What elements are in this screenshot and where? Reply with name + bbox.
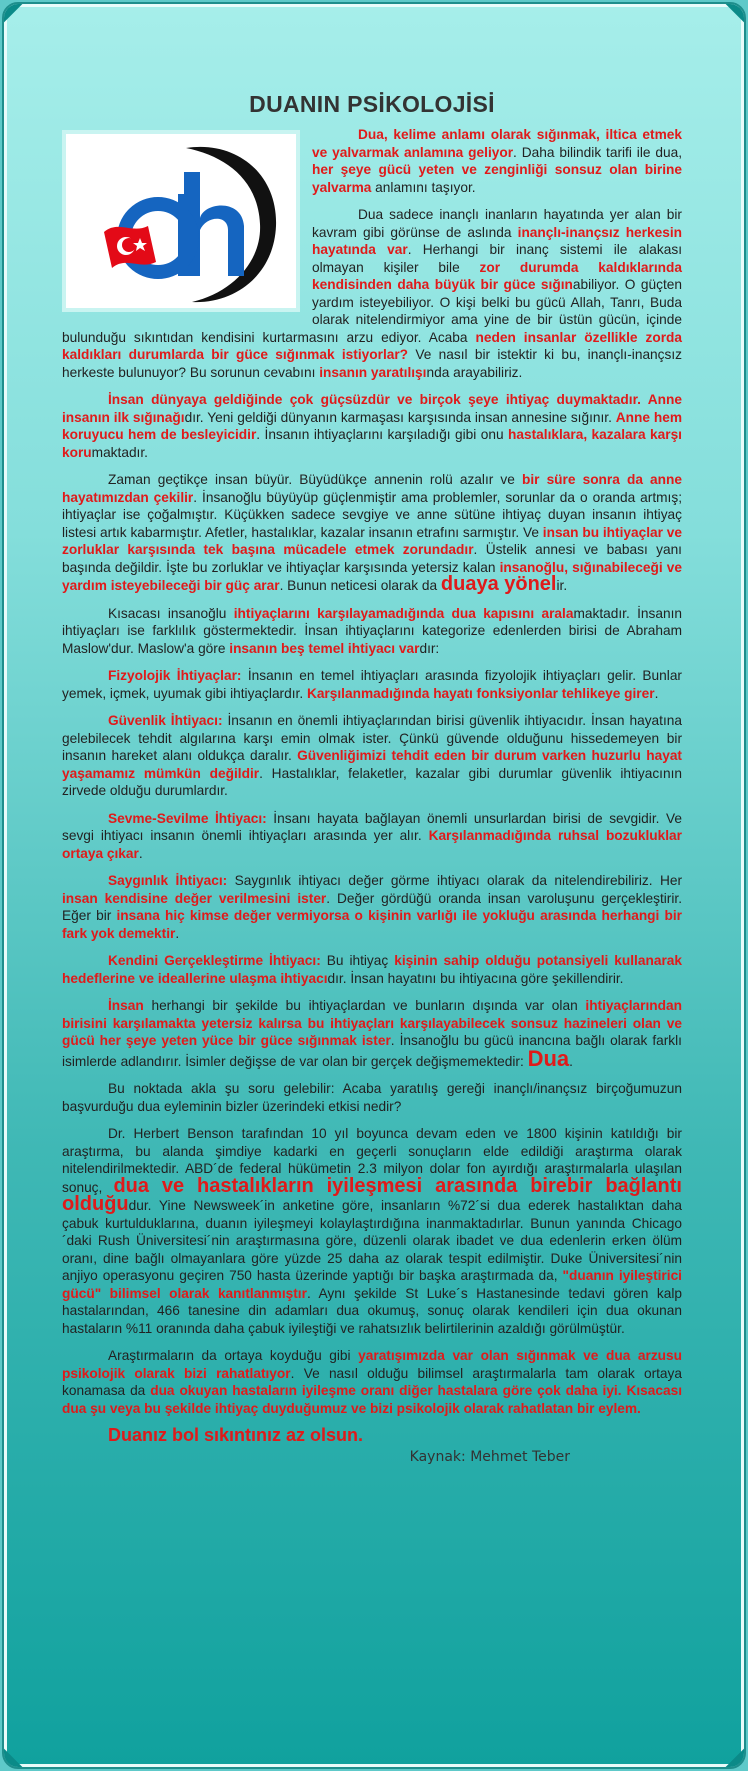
article-paragraph [62, 605, 682, 658]
body-text: . [569, 1053, 573, 1069]
body-text: . Bunun neticesi olarak da [279, 578, 441, 593]
body-text: dur. Yine Newsweek´in anketine göre, insanların %72´si dua ederek hastalıktan daha çabuk kurtulduklarına, duanın iyileşmeyi kolaylaştırdığına inanmaktadırlar. Bunun yanında Chicago´daki Rush Üniversitesi´nin araştırmasına göre, düzenli olarak ibadet ve dua edenlerin erken ölüm oranı, dine bağlı olmayanlara göre yüzde 25 daha az olarak tespit edilmiştir. Duke Üniversitesi´nin anjiyo operasyonu geçiren 750 hasta üzerinde yaptığı bir başka araştırmada da, [62, 1198, 682, 1283]
frame-corner [726, 1749, 746, 1769]
body-text: Dr. Herbert Benson tarafından 10 yıl boyunca devam eden ve 1800 kişinin katıldığı bir araştırma, bu alanda şimdiye kadarki en geçerli sonuçların elde edildiği araştırma olarak nitelendirilmektedir. ABD´de federal hükümetin 2.3 milyon dolar fon ayırdığı araştırmalarla ulaşılan sonuç, [62, 1126, 682, 1195]
article-paragraph [62, 471, 682, 595]
article-paragraph [62, 952, 682, 987]
body-text: Bu ihtiyaç [320, 953, 395, 968]
article-paragraph [62, 872, 682, 942]
body-text: . İnsanın ihtiyaçlarını karşıladığı gibi onu [256, 427, 509, 442]
body-text: Zaman geçtikçe insan büyür. Büyüdükçe annenin rolü azalır ve [108, 472, 522, 487]
article-paragraph [62, 997, 682, 1070]
body-text: dır: [419, 640, 440, 656]
highlighted-text: Dua, kelime anlamı olarak sığınmak, iltica etmek ve yalvarmak anlamına geliyor [312, 127, 682, 160]
highlighted-text: dua ve hastalıkların iyileşmesi arasında birebir bağlantı olduğu [62, 1174, 682, 1215]
body-text: Bu noktada akla şu soru gelebilir: Acaba yaratılış gereği inançlı/inançsız birçoğumuzun başvurduğu dua eyleminin bizler üzerindeki etkisi nedir? [62, 1081, 682, 1114]
body-text: İnsanın en önemli ihtiyaçlarından birisi güvenlik ihtiyacıdır. İnsan hayatına gelebilecek tehdit algılarına karşı emin olmak ister. Çünkü güvende olduğunu hissedemeyen bir insanın hareket alanı oldukça daralır. [62, 713, 682, 763]
article-frame [2, 2, 746, 1769]
body-text: . İnsanoğlu büyüyüp güçlenmiştir ama problemler, sorunlar da o oranda artmış; ihtiyaçlar ise çoğalmıştır. Küçükken sadece sevgiye ve anne sütüne ihtiyaç duyan insanın ihtiyaç listesi artık kabarmıştır. Afetler, hastalıklar, kazalar insanın etrafını sarmıştır. Ve [62, 489, 683, 540]
highlighted-text: dua okuyan hastaların iyileşme oranı diğer hastalara göre çok daha iyi. Kısacası dua şu veya bu şekilde ihtiyaç duyduğumuz ve bizi psikolojik olarak rahatlatan bir eylem. [62, 1383, 682, 1416]
article-paragraph [62, 810, 682, 863]
source-credit: Kaynak: Mehmet Teber [409, 1448, 570, 1465]
logo [62, 130, 300, 312]
page-title: DUANIN PSİKOLOJİSİ [249, 91, 495, 117]
body-text: . Herhangi bir inanç sistemi ile alakası olmayan kişiler bile [312, 242, 683, 275]
body-text: . [138, 845, 143, 861]
body-text: maktadır. [91, 444, 148, 460]
highlighted-text: İnsan dünyaya geldiğinde çok güçsüzdür ve birçok şeye ihtiyaç duymaktadır. Anne insanın ilk sığınağı [62, 392, 682, 425]
article-paragraph [62, 1125, 682, 1337]
highlighted-text: duaya yönel [440, 573, 557, 595]
body-text: . [654, 685, 659, 701]
highlighted-text: Anne hem koruyucu hem de besleyicidir [62, 409, 683, 442]
article-body [62, 126, 682, 1417]
body-text: maktadır. İnsanın ihtiyaçları ise farklılık göstermektedir. İnsan ihtiyaçlarını kategorize edenlerden birisi de Abraham Maslow'dur. Maslow'a göre [62, 605, 682, 656]
highlighted-text: ihtiyaçlarını karşılayamadığında dua kapısını arala [233, 605, 574, 621]
body-text: Dua sadece inançlı inanların hayatında yer alan bir kavram gibi görünse de aslında [312, 207, 682, 240]
highlighted-text: İnsan [108, 998, 144, 1013]
highlighted-text: insanın yaratılışı [319, 364, 427, 380]
article-paragraph [62, 391, 682, 461]
body-text: . Hastalıklar, felaketler, kazalar gibi durumlar güvenlik ihtiyacının zirvede olduğu durumlardır. [62, 765, 682, 798]
highlighted-text: hastalıklara, kazalara karşı koru [62, 427, 682, 460]
highlighted-text: ihtiyaçlarından birisini karşılamakta yetersiz kalırsa bu ihtiyaçları karşılayabilecek sonsuz hazineleri olan ve gücü her şeye yeten yüce bir güce sığınmak ister [62, 998, 682, 1048]
article-paragraph [62, 667, 682, 702]
body-text: İnsanı hayata bağlayan önemli unsurlardan birisi de sevgidir. Ve sevgi ihtiyacı insanın önemli ihtiyaçları arasında yer alır. [62, 810, 682, 843]
highlighted-text: zor durumda kaldıklarında kendisinden daha büyük bir güce sığın [312, 259, 682, 292]
frame-corner [726, 2, 746, 22]
body-text: . Daha bilindik tarifi ile dua, [513, 144, 682, 160]
body-text: Kısacası insanoğlu [108, 605, 234, 621]
highlighted-text: kişinin sahip olduğu potansiyeli kullanarak hedeflerine ve ideallerine ulaşma ihtiyacı [62, 953, 682, 986]
body-text: herhangi bir şekilde bu ihtiyaçlardan ve bunların dışında var olan [143, 998, 586, 1013]
highlighted-text: Fizyolojik İhtiyaçlar: [108, 668, 242, 683]
frame-corner [2, 1749, 22, 1769]
body-text: İnsanın en temel ihtiyaçları arasında fizyolojik ihtiyaçları gelir. Bunlar yemek, içmek, uyumak gibi ihtiyaçlardır. [62, 668, 682, 701]
highlighted-text: insanın beş temel ihtiyacı var [229, 640, 420, 656]
article-paragraph [62, 712, 682, 800]
body-text: . Aynı şekilde St Luke´s Hastanesinde tedavi gören kalp hastalarından, 466 tanesine din adamları dua okumuş, sonuç olarak kendileri için dua okunan hastaların %11 oranında daha çabuk iyileştiği ve rahatsızlık belirtilerinin azaldığı görülmüştür. [62, 1285, 682, 1336]
highlighted-text: bir süre sonra da anne hayatımızdan çekilir [62, 472, 682, 505]
highlighted-text: insana hiç kimse değer vermiyorsa o kişinin varlığı ile yokluğu arasında herhangi bir fark yok demektir [62, 908, 682, 941]
body-text: . Üstelik annesi ve babası yanı başında değildir. İşte bu zorluklar ve ihtiyaçlar karşısında yetersiz kalan [62, 542, 682, 575]
frame-corner [2, 2, 22, 22]
article-content [62, 90, 682, 1466]
highlighted-text: insanoğlu, sığınabileceği ve yardım isteyebileceği bir güç arar [62, 559, 682, 593]
highlighted-text: Saygınlık İhtiyacı: [108, 873, 228, 888]
article-paragraph [62, 1080, 682, 1115]
highlighted-text: neden insanlar özellikle zorda kaldıkları durumlarda bir güce sığınmak istiyorlar? [62, 329, 682, 362]
body-text: Saygınlık ihtiyacı değer görme ihtiyacı olarak da nitelendirebiliriz. Her [227, 873, 683, 888]
highlighted-text: Sevme-Sevilme İhtiyacı: [108, 810, 267, 826]
body-text: Araştırmaların da ortaya koyduğu gibi [108, 1348, 359, 1363]
highlighted-text: Güvenlik İhtiyacı: [108, 713, 223, 728]
highlighted-text: "duanın iyileştirici gücü" bilimsel olarak kanıtlanmıştır [62, 1268, 682, 1301]
highlighted-text: insan kendisine değer verilmesini ister [62, 890, 327, 906]
body-text: Ve nasıl bir istektir ki bu, inançlı-inançsız herkeste bulunuyor? Bu sorunun cevabını [62, 347, 683, 380]
dh-logo-icon [66, 134, 296, 308]
closing-line: Duanız bol sıkıntınız az olsun. [108, 1425, 364, 1445]
highlighted-text: yaratışımızda var olan sığınmak ve dua arzusu psikolojik olarak bizi rahatlatıyor [62, 1348, 682, 1381]
body-text: ir. [556, 578, 568, 593]
highlighted-text: insan bu ihtiyaçlar ve zorluklar karşısında tek başına mücadele etmek zorundadır [62, 524, 682, 557]
body-text: . Ve nasıl olduğu bilimsel araştırmalarla tam olarak ortaya konamasa da [62, 1365, 682, 1398]
body-text: . [175, 925, 180, 941]
turkish-flag-icon [104, 226, 156, 268]
body-text: abiliyor. O güçten yardım isteyebiliyor. O kişi belki bu gücü Allah, Tanrı, Buda olarak nitelendirmiyor ama yine de bir üstün gücün, içinde bulunduğu sıkıntıdan kendisini kurtarmasını arzu ediyor. Acaba [62, 277, 682, 345]
highlighted-text: Kendini Gerçekleştirme İhtiyacı: [108, 953, 321, 968]
highlighted-text: inançlı-inançsız herkesin hayatında var [312, 224, 682, 257]
highlighted-text: Karşılanmadığında hayatı fonksiyonlar tehlikeye girer [306, 685, 655, 701]
body-text: dır. İnsan hayatını bu ihtiyacına göre şekillendirir. [327, 970, 624, 986]
highlighted-text: Karşılanmadığında ruhsal bozukluklar ortaya çıkar [62, 828, 683, 861]
article-paragraph [62, 1347, 682, 1417]
highlighted-text: Dua [527, 1045, 570, 1071]
body-text: dır. Yeni geldiği dünyanın karmaşası karşısında insan annesine sığınır. [184, 409, 616, 425]
body-text: anlamını taşıyor. [371, 179, 476, 195]
body-text: nda arayabiliriz. [426, 364, 523, 380]
body-text: . Değer gördüğü oranda insan varoluşunu gerçekleştirir. Eğer bir [62, 890, 683, 923]
body-text: . İnsanoğlu bu gücü inancına bağlı olarak farklı isimlerde adlandırır. İsimler değişse de var olan bir gerçek değişmemektedir: [62, 1033, 682, 1069]
highlighted-text: Güvenliğimizi tehdit eden bir durum varken huzurlu hayat yaşamamız mümkün değildir [62, 748, 682, 781]
highlighted-text: her şeye gücü yeten ve zenginliği sonsuz olan birine yalvarma [312, 162, 682, 195]
